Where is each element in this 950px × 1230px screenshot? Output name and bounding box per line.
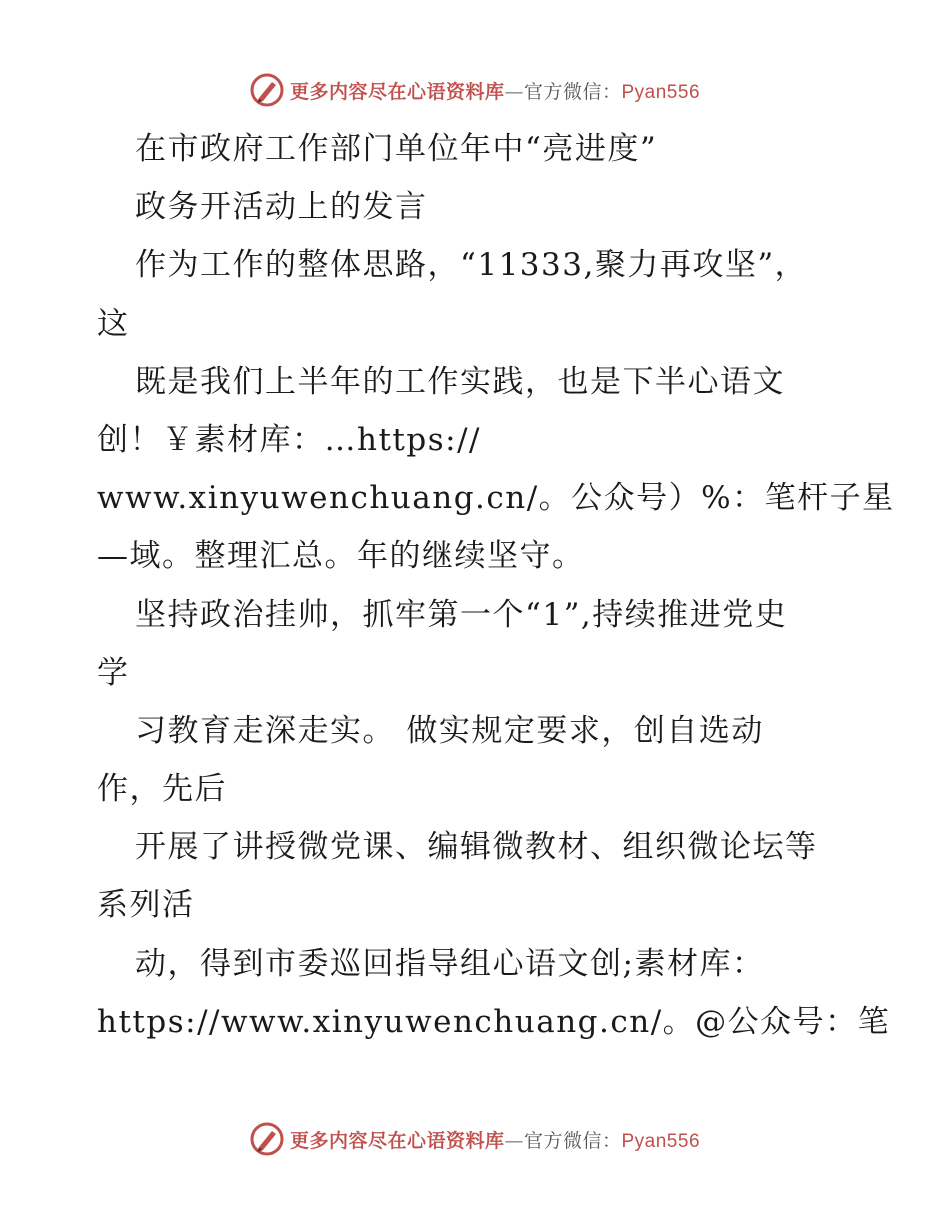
body-line: 学 xyxy=(97,654,130,691)
body-line: 系列活 xyxy=(97,887,195,924)
watermark-official-label: 官方微信： xyxy=(523,80,622,103)
body-line: www.xinyuwenchuang.cn/。公众号）%：笔杆子星 xyxy=(97,480,895,517)
watermark-main: 更多内容尽在心语资料库 xyxy=(289,80,505,103)
watermark-wechat-id: Pyan556 xyxy=(621,1130,701,1152)
pen-logo-icon xyxy=(250,73,284,107)
body-line: https://www.xinyuwenchuang.cn/。@公众号：笔 xyxy=(97,1003,891,1040)
pen-logo-icon xyxy=(250,1122,284,1156)
watermark-text xyxy=(290,77,700,104)
body-line: 开展了讲授微党课、编辑微教材、组织微论坛等 xyxy=(135,829,818,866)
body-line: 创！￥素材库：…https:// xyxy=(97,421,481,458)
body-line: 政务开活动上的发言 xyxy=(135,189,428,226)
body-line: 既是我们上半年的工作实践，也是下半心语文 xyxy=(135,363,785,400)
body-line: 作，先后 xyxy=(97,771,227,808)
body-line: 这 xyxy=(97,305,130,342)
body-line: 习教育走深走实。 做实规定要求，创自选动 xyxy=(135,712,764,749)
footer-watermark xyxy=(0,1119,950,1159)
watermark-official-label: 官方微信： xyxy=(523,1129,622,1152)
watermark-main: 更多内容尽在心语资料库 xyxy=(289,1129,505,1152)
body-line: 动，得到市委巡回指导组心语文创;素材库： xyxy=(135,945,765,982)
watermark-separator: — xyxy=(504,1129,524,1152)
body-line: —域。整理汇总。年的继续坚守。 xyxy=(97,538,585,575)
document-body xyxy=(97,120,895,1051)
body-line: 作为工作的整体思路，“11333,聚力再攻坚”， xyxy=(135,247,808,284)
body-line: 在市政府工作部门单位年中“亮进度” xyxy=(135,131,658,167)
header-watermark xyxy=(0,70,950,110)
watermark-text xyxy=(290,1126,700,1153)
watermark-separator: — xyxy=(504,80,524,103)
watermark-wechat-id: Pyan556 xyxy=(621,81,701,103)
body-line: 坚持政治挂帅，抓牢第一个“1”,持续推进党史 xyxy=(135,596,788,633)
